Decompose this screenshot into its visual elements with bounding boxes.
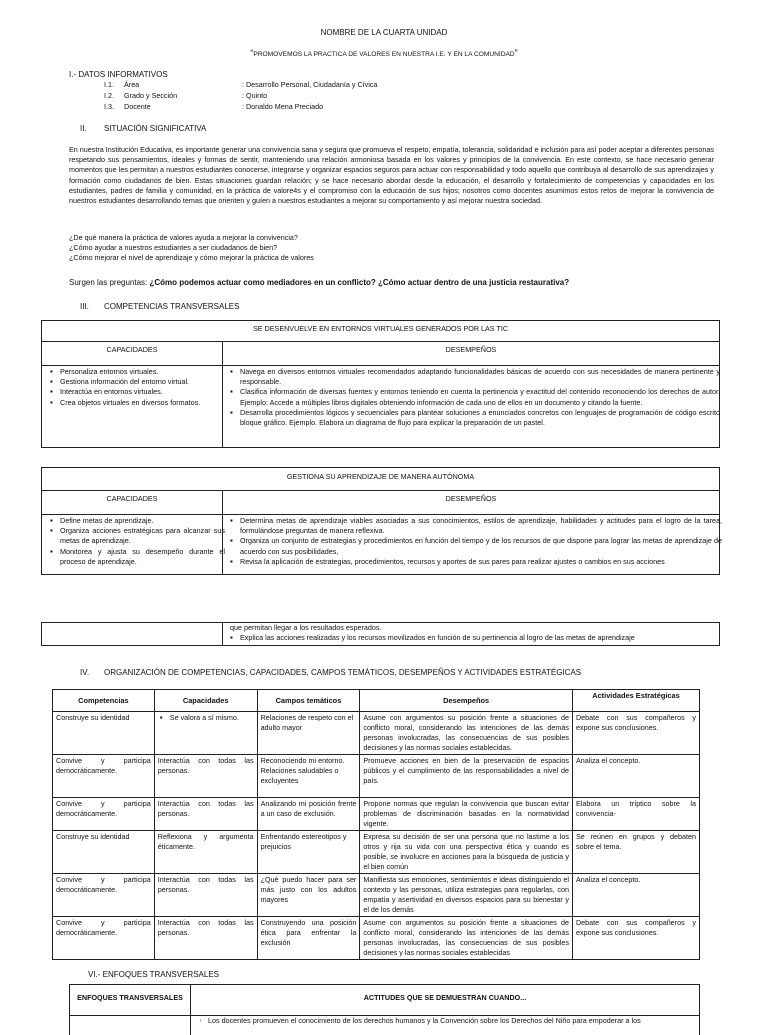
- organizacion-num: IV.: [80, 668, 90, 677]
- list-item: ▪ Determina metas de aprendizaje viables asociadas a sus conocimientos, estilos de aprendizaje, habilidades y actitudes para el logro de la tarea, formulándose preguntas de manera reflexiva.: [240, 516, 722, 536]
- tic-capacidades-list: [52, 367, 223, 408]
- cell-capacidad: [154, 712, 257, 755]
- cell-capacidad: Interactúa con todas las personas.: [154, 755, 257, 798]
- autonoma-table: [41, 467, 720, 575]
- header-campos: Campos temáticos: [257, 690, 360, 712]
- header-competencias: Competencias: [53, 690, 155, 712]
- table-row: [53, 798, 700, 831]
- subtitle-close-quote: ”: [514, 48, 518, 58]
- enfoques-actitudes-list: [200, 1016, 703, 1026]
- surgen-questions: ¿Cómo podemos actuar como mediadores en un conflicto? ¿Cómo actuar dentro de una justicia restaurativa?: [149, 278, 570, 287]
- list-item: ▪ Clasifica información de diversas fuentes y entornos teniendo en cuenta la pertinencia y exactitud del contenido reconociendo los derechos de autor. Ejemplo: Accede a múltiples libros digitales obteniendo información de cada uno de ellos en un documento y citando la fuente.: [240, 387, 720, 407]
- enfoques-heading: VI.- ENFOQUES TRANSVERSALES: [88, 970, 219, 979]
- datos-num: I.1.: [104, 80, 114, 89]
- datos-row: [104, 102, 504, 113]
- datos-num: I.2.: [104, 91, 114, 100]
- cell-competencia: Construye su identidad: [53, 831, 155, 874]
- datos-row: [104, 91, 504, 102]
- datos-row: [104, 80, 504, 91]
- list-item: ▪ Interactúa en entornos virtuales.: [60, 387, 223, 397]
- table-row: [53, 755, 700, 798]
- unit-subtitle: [0, 48, 768, 60]
- cell-capacidad: Interactúa con todas las personas.: [154, 798, 257, 831]
- datos-heading: I.- DATOS INFORMATIVOS: [69, 70, 168, 79]
- datos-value: : Donaldo Mena Preciado: [242, 102, 324, 111]
- question-item: ¿Cómo ayudar a nuestros estudiantes a ser ciudadanos de bien?: [69, 243, 278, 253]
- cell-campo: Relaciones de respeto con el adulto mayor: [257, 712, 360, 755]
- autonoma-capacidades-header: CAPACIDADES: [106, 494, 158, 503]
- tic-desempenos-list: [232, 367, 720, 428]
- cell-actividad: Analiza el concepto.: [572, 755, 699, 798]
- list-item: ▪ Desarrolla procedimientos lógicos y secuenciales para plantear soluciones a enunciados concretos con lenguajes de programación de código escrito bloque gráfico. Ejemplo. Elabora un diagrama de flujo para explicar la preparación de un pastel.: [240, 408, 720, 428]
- cell-campo: Reconociendo mi entorno. Relaciones saludables o excluyentes: [257, 755, 360, 798]
- autonoma-continuation: [41, 622, 720, 646]
- header-capacidades: Capacidades: [154, 690, 257, 712]
- enfoques-table: [69, 984, 700, 1035]
- cell-capacidad: Interactúa con todas las personas.: [154, 874, 257, 917]
- subtitle-open-quote: “: [250, 48, 254, 58]
- list-item: ▪ Monitorea y ajusta su desempeño durante el proceso de aprendizaje.: [60, 547, 225, 567]
- tic-capacidades-header: CAPACIDADES: [106, 345, 158, 354]
- cell-actividad: Se reúnen en grupos y debaten sobre el tema.: [572, 831, 699, 874]
- list-item: ▪ Los docentes promueven el conocimiento de los derechos humanos y la Convención sobre los Derechos del Niño para empoderar a los: [208, 1016, 703, 1026]
- cell-actividad: Debate con sus compañeros y expone sus conclusiones.: [572, 917, 699, 960]
- datos-value: : Quinto: [242, 91, 268, 100]
- list-item: ▪ Personaliza entornos virtuales.: [60, 367, 223, 377]
- surgen-preguntas: [69, 277, 729, 288]
- datos-list: [104, 80, 504, 113]
- table-column-divider: [190, 985, 191, 1035]
- table-row: [53, 712, 700, 755]
- table-divider: [42, 490, 719, 491]
- list-item: ▪ Explica las acciones realizadas y los recursos movilizados en función de su pertinencia al logro de las metas de aprendizaje: [240, 633, 722, 643]
- enfoques-col2-header: ACTITUDES QUE SE DEMUESTRAN CUANDO...: [363, 993, 527, 1002]
- header-actividades: Actividades Estratégicas: [572, 690, 699, 712]
- continuation-line: que permitan llegar a los resultados esperados.: [230, 623, 382, 632]
- cell-desempeno: Asume con argumentos su posición frente a situaciones de conflicto moral, considerando las intenciones de las demás personas involucradas, las consecuencias de sus posibles decisiones y las normas sociales establecidas: [360, 917, 573, 960]
- continuation-list: [232, 633, 722, 643]
- autonoma-desempenos-header: DESEMPEÑOS: [445, 494, 497, 503]
- cell-capacidad: Reflexiona y argumenta éticamente.: [154, 831, 257, 874]
- list-item: ▪ Se valora a sí mismo.: [170, 713, 254, 723]
- cell-capacidad: Interactúa con todas las personas.: [154, 917, 257, 960]
- table-column-divider: [222, 623, 223, 645]
- tic-desempenos-header: DESEMPEÑOS: [445, 345, 497, 354]
- situacion-paragraph: En nuestra Institución Educativa, es importante generar una convivencia sana y segura que promueva el respeto, empatía, tolerancia, solidaridad e inclusión para así poder aceptar a diferentes personas respetando sus pensamientos, ideales y formas de sentir, manteniendo una relación armoniosa basada en los valores y principios de la convivencia. En este contexto, se hace necesario generar momentos que les permitan a nuestros estudiantes conocerse, integrarse y organizar espacios seguros para actuar con responsabilidad y todo aquello que contribuya al desarrollo de sus aprendizajes y formación como ciudadanos de bien. Estas situaciones guardan relación; y se hace necesario abordar desde la educación, el desarrollo y fortalecimiento de competencias y capacidades en los estudiantes, padres de familia y comunidad, en la práctica de valore4s y el compromiso con la educación de sus hijos; nosotros como docentes asumimos estos retos de mejorar la convivencia de nuestros estudiantes desarrollando temas que orienten y guíen a nuestros estudiantes a mejorar su comportamiento y así mejorar nuestra sociedad.: [69, 145, 714, 206]
- cell-competencia: Convive y participa democráticamente.: [53, 874, 155, 917]
- tic-table-title: SE DESENVUELVE EN ENTORNOS VIRTUALES GENERADOS POR LAS TIC: [252, 324, 509, 333]
- cell-desempeno: Promueve acciones en bien de la preservación de espacios públicos y el cumplimiento de las responsabilidades a nivel de país.: [360, 755, 573, 798]
- table-row: [53, 874, 700, 917]
- cell-campo: Analizando mi posición frente a un caso de exclusión.: [257, 798, 360, 831]
- list-item: ▪ Gestiona información del entorno virtual.: [60, 377, 223, 387]
- competencias-heading: COMPETENCIAS TRANSVERSALES: [104, 302, 240, 311]
- table-row: [53, 917, 700, 960]
- question-item: ¿De qué manera la práctica de valores ayuda a mejorar la convivencia?: [69, 233, 298, 242]
- table-divider: [42, 341, 719, 342]
- subtitle-text: PROMOVEMOS LA PRACTICA DE VALORES EN NUESTRA I.E. Y EN LA COMUNIDAD: [253, 51, 515, 58]
- organizacion-heading: ORGANIZACIÓN DE COMPETENCIAS, CAPACIDADES, CAMPOS TEMÁTICOS, DESEMPEÑOS Y ACTIVIDADES ESTRATÉGICAS: [104, 668, 582, 677]
- list-item: ▪ Organiza un conjunto de estrategias y procedimientos en función del tiempo y de los recursos de que dispone para lograr las metas de aprendizaje de acuerdo con sus posibilidades,: [240, 536, 722, 556]
- table-header-row: [53, 690, 700, 712]
- tic-table: [41, 320, 720, 448]
- list-item: ▪ Crea objetos virtuales en diversos formatos.: [60, 398, 223, 408]
- organizacion-table: [52, 689, 700, 960]
- cell-campo: Construyendo una posición ética para enfrentar la exclusión: [257, 917, 360, 960]
- cell-competencia: Convive y participa democráticamente.: [53, 917, 155, 960]
- questions-list: [69, 233, 714, 264]
- cell-competencia: Convive y participa democráticamente.: [53, 755, 155, 798]
- datos-value: : Desarrollo Personal, Ciudadanía y Cívica: [242, 80, 378, 89]
- cell-competencia: Construye su identidad: [53, 712, 155, 755]
- autonoma-desempenos-list: [232, 516, 722, 567]
- cell-desempeno: Manifiesta sus emociones, sentimientos e ideas distinguiendo el contexto y las personas, utiliza estrategias para regularlas, con empatía y asertividad en diversos espacios para su bienestar y el de los demás: [360, 874, 573, 917]
- cell-actividad: Elabora un tríptico sobre la convivencia-: [572, 798, 699, 831]
- surgen-prefix: Surgen las preguntas:: [69, 278, 150, 287]
- list-item: ▪ Organiza acciones estratégicas para alcanzar sus metas de aprendizaje.: [60, 526, 225, 546]
- unit-title: NOMBRE DE LA CUARTA UNIDAD: [320, 28, 448, 37]
- question-item: ¿Cómo mejorar el nivel de aprendizaje y cómo mejorar la práctica de valores: [69, 253, 314, 263]
- competencias-num: III.: [80, 302, 89, 311]
- enfoques-col1-header: ENFOQUES TRANSVERSALES: [77, 993, 183, 1002]
- cell-desempeno: Expresa su decisión de ser una persona que no lastime a los otros y rija su vida con una perspectiva ética y cuando es posible, se involucre en acciones para la búsqueda de justicia y el bien común: [360, 831, 573, 874]
- situacion-heading: SITUACIÓN SIGNIFICATIVA: [104, 124, 207, 133]
- autonoma-table-title: GESTIONA SU APRENDIZAJE DE MANERA AUTÓNOMA: [286, 472, 475, 481]
- table-row: [53, 831, 700, 874]
- table-divider: [42, 514, 719, 515]
- cell-actividad: Debate con sus compañeros y expone sus conclusiones.: [572, 712, 699, 755]
- header-desempenos: Desempeños: [360, 690, 573, 712]
- list-item: ▪ Navega en diversos entornos virtuales recomendados adaptando funcionalidades básicas de acuerdo con sus necesidades de manera pertinente y responsable.: [240, 367, 720, 387]
- cell-campo: Enfrentando estereotipos y prejuicios: [257, 831, 360, 874]
- cell-desempeno: Asume con argumentos su posición frente a situaciones de conflicto moral, considerando las intenciones de las demás personas involucradas, las consecuencias de sus posibles decisiones y las normas sociales establecidas.: [360, 712, 573, 755]
- datos-label: Docente: [124, 102, 151, 111]
- datos-num: I.3.: [104, 102, 114, 111]
- datos-label: Área: [124, 80, 140, 89]
- cell-actividad: Analiza el concepto.: [572, 874, 699, 917]
- cell-desempeno: Propone normas que regulan la convivencia que buscan evitar problemas de discriminación basadas en la normatividad vigente.: [360, 798, 573, 831]
- situacion-num: II.: [80, 124, 87, 133]
- table-divider: [42, 365, 719, 366]
- cell-campo: ¿Qué puedo hacer para ser más justo con los adultos mayores: [257, 874, 360, 917]
- autonoma-capacidades-list: [52, 516, 225, 567]
- datos-label: Grado y Sección: [124, 91, 178, 100]
- list-item: ▪ Revisa la aplicación de estrategias, procedimientos, recursos y aportes de sus pares para realizar ajustes o cambios en sus acciones: [240, 557, 722, 567]
- cell-competencia: Convive y participa democráticamente.: [53, 798, 155, 831]
- list-item: ▪ Define metas de aprendizaje.: [60, 516, 225, 526]
